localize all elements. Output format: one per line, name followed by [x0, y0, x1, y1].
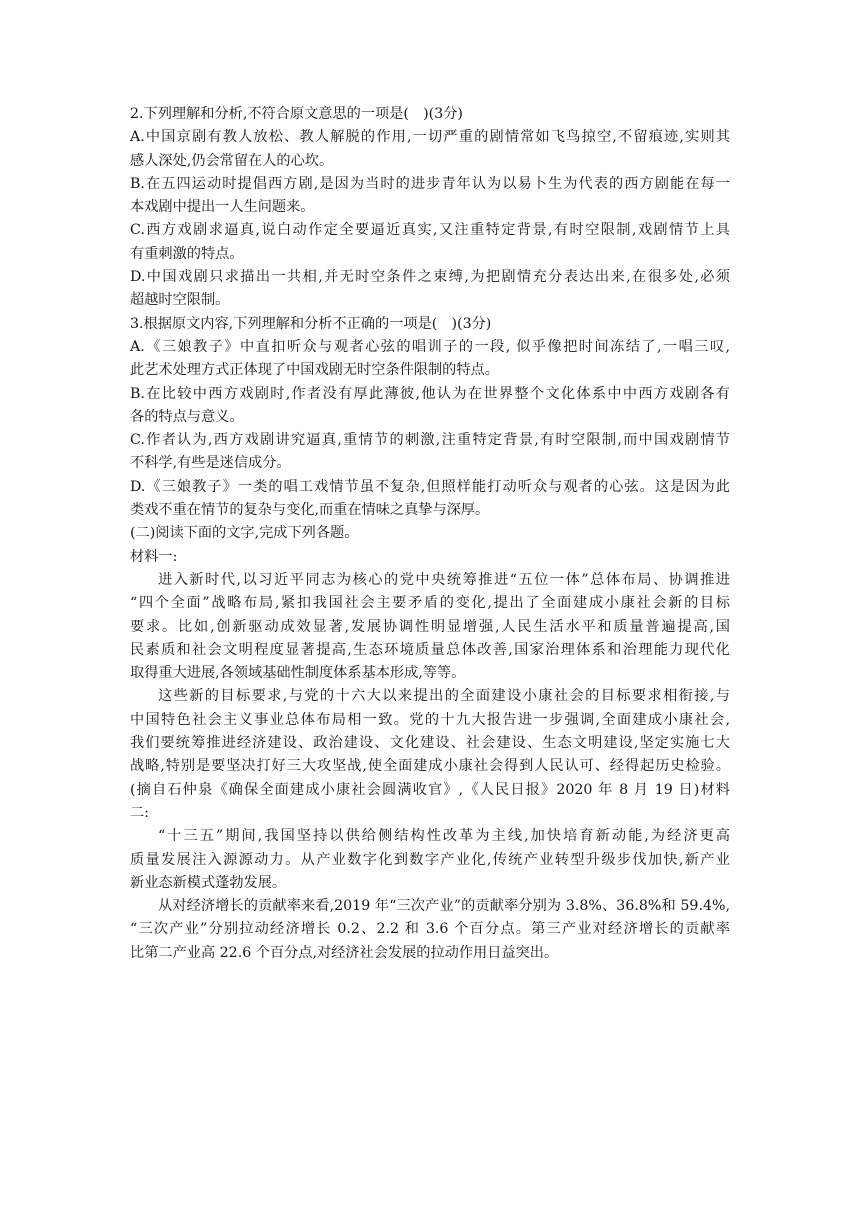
question-2-option-d-line-2: 超越时空限制。 — [130, 292, 230, 309]
question-3-option-b-line-1: B.在比较中西方戏剧时,作者没有厚此薄彼,他认为在世界整个文化体系中中西方戏剧各有 — [130, 385, 730, 402]
question-2-option-a-line-2: 感人深处,仍会常留在人的心坎。 — [130, 152, 334, 169]
material-1-paragraph-2-line-3: 我们要统筹推进经济建设、政治建设、文化建设、社会建设、生态文明建设,坚定实施七大 — [130, 735, 730, 752]
material-2-paragraph-2-line-3: 比第二产业高 22.6 个百分点,对经济社会发展的拉动作用日益突出。 — [130, 944, 559, 961]
material-1-paragraph-2-line-4: 战略,特别是要坚决打好三大攻坚战,使全面建成小康社会得到人民认可、经得起历史检验。 — [130, 758, 730, 775]
material-2-paragraph-1-line-2: 质量发展注入源源动力。从产业数字化到数字产业化,传统产业转型升级步伐加快,新产业 — [130, 851, 730, 868]
material-1-citation-line: (摘自石仲泉《确保全面建成小康社会圆满收官》,《人民日报》2020 年 8 月 19 日)材料 — [130, 781, 730, 798]
question-3-option-c-line-2: 不科学,有些是迷信成分。 — [130, 455, 291, 472]
material-2-paragraph-2-line-2: “三次产业”分别拉动经济增长 0.2、2.2 和 3.6 个百分点。第三产业对经济增长的贡献率 — [130, 921, 730, 938]
material-1-paragraph-1-line-5: 取得重大进展,各领域基础性制度体系基本形成,等等。 — [130, 665, 466, 682]
material-2-paragraph-1-line-3: 新业态新模式蓬勃发展。 — [130, 874, 287, 891]
question-3-option-a-line-2: 此艺术处理方式正体现了中国戏剧无时空条件限制的特点。 — [130, 362, 499, 379]
material-1-paragraph-2-line-2: 中国特色社会主义事业总体布局相一致。党的十九大报告进一步强调,全面建成小康社会, — [130, 711, 730, 728]
material-1-paragraph-1-line-3: 要求。比如,创新驱动成效显著,发展协调性明显增强,人民生活水平和质量普遍提高,国 — [130, 618, 730, 635]
material-1-label: 材料一: — [130, 548, 178, 565]
question-3-stem: 3.根据原文内容,下列理解和分析不正确的一项是( )(3分) — [130, 315, 492, 332]
section-2-heading: (二)阅读下面的文字,完成下列各题。 — [130, 525, 359, 542]
question-2-option-d-line-1: D.中国戏剧只求描出一共相,并无时空条件之束缚,为把剧情充分表达出来,在很多处,必须 — [130, 269, 730, 286]
question-3-option-b-line-2: 各的特点与意义。 — [130, 408, 244, 425]
material-2-paragraph-1-line-1: “十三五”期间,我国坚持以供给侧结构性改革为主线,加快培育新动能,为经济更高 — [158, 828, 730, 845]
question-2-option-b-line-2: 本戏剧中提出一人生问题来。 — [130, 199, 315, 216]
material-2-paragraph-2-line-1: 从对经济增长的贡献率来看,2019 年“三次产业”的贡献率分别为 3.8%、36.8%和 59.4%, — [158, 898, 730, 915]
question-2-option-c-line-1: C.西方戏剧求逼真,说白动作定全要逼近真实,又注重特定背景,有时空限制,戏剧情节上具 — [130, 222, 730, 239]
material-1-paragraph-1-line-4: 民素质和社会文明程度显著提高,生态环境质量总体改善,国家治理体系和治理能力现代化 — [130, 641, 730, 658]
material-1-paragraph-1-line-2: “四个全面”战略布局,紧扣我国社会主要矛盾的变化,提出了全面建成小康社会新的目标 — [130, 595, 730, 612]
question-2-option-c-line-2: 有重刺激的特点。 — [130, 245, 244, 262]
question-2-option-a-line-1: A.中国京剧有教人放松、教人解脱的作用,一切严重的剧情常如飞鸟掠空,不留痕迹,实则其 — [130, 129, 730, 146]
question-3-option-a-line-1: A.《三娘教子》中直扣听众与观者心弦的唱训子的一段, 似乎像把时间冻结了,一唱三叹, — [130, 338, 730, 355]
question-2-stem: 2.下列理解和分析,不符合原文意思的一项是( )(3分) — [130, 106, 463, 122]
question-3-option-c-line-1: C.作者认为,西方戏剧讲究逼真,重情节的刺激,注重特定背景,有时空限制,而中国戏剧情节 — [130, 432, 730, 449]
material-1-paragraph-2-line-1: 这些新的目标要求,与党的十六大以来提出的全面建设小康社会的目标要求相衔接,与 — [158, 688, 730, 705]
material-2-label: 二: — [130, 804, 149, 821]
question-3-option-d-line-1: D.《三娘教子》一类的唱工戏情节虽不复杂,但照样能打动听众与观者的心弦。这是因为此 — [130, 478, 730, 495]
material-1-paragraph-1-line-1: 进入新时代,以习近平同志为核心的党中央统筹推进“五位一体”总体布局、协调推进 — [158, 571, 730, 588]
document-page — [130, 103, 730, 965]
question-2-option-b-line-1: B.在五四运动时提倡西方剧,是因为当时的进步青年认为以易卜生为代表的西方剧能在每一 — [130, 175, 730, 192]
question-3-option-d-line-2: 类戏不重在情节的复杂与变化,而重在情味之真挚与深厚。 — [130, 502, 490, 519]
